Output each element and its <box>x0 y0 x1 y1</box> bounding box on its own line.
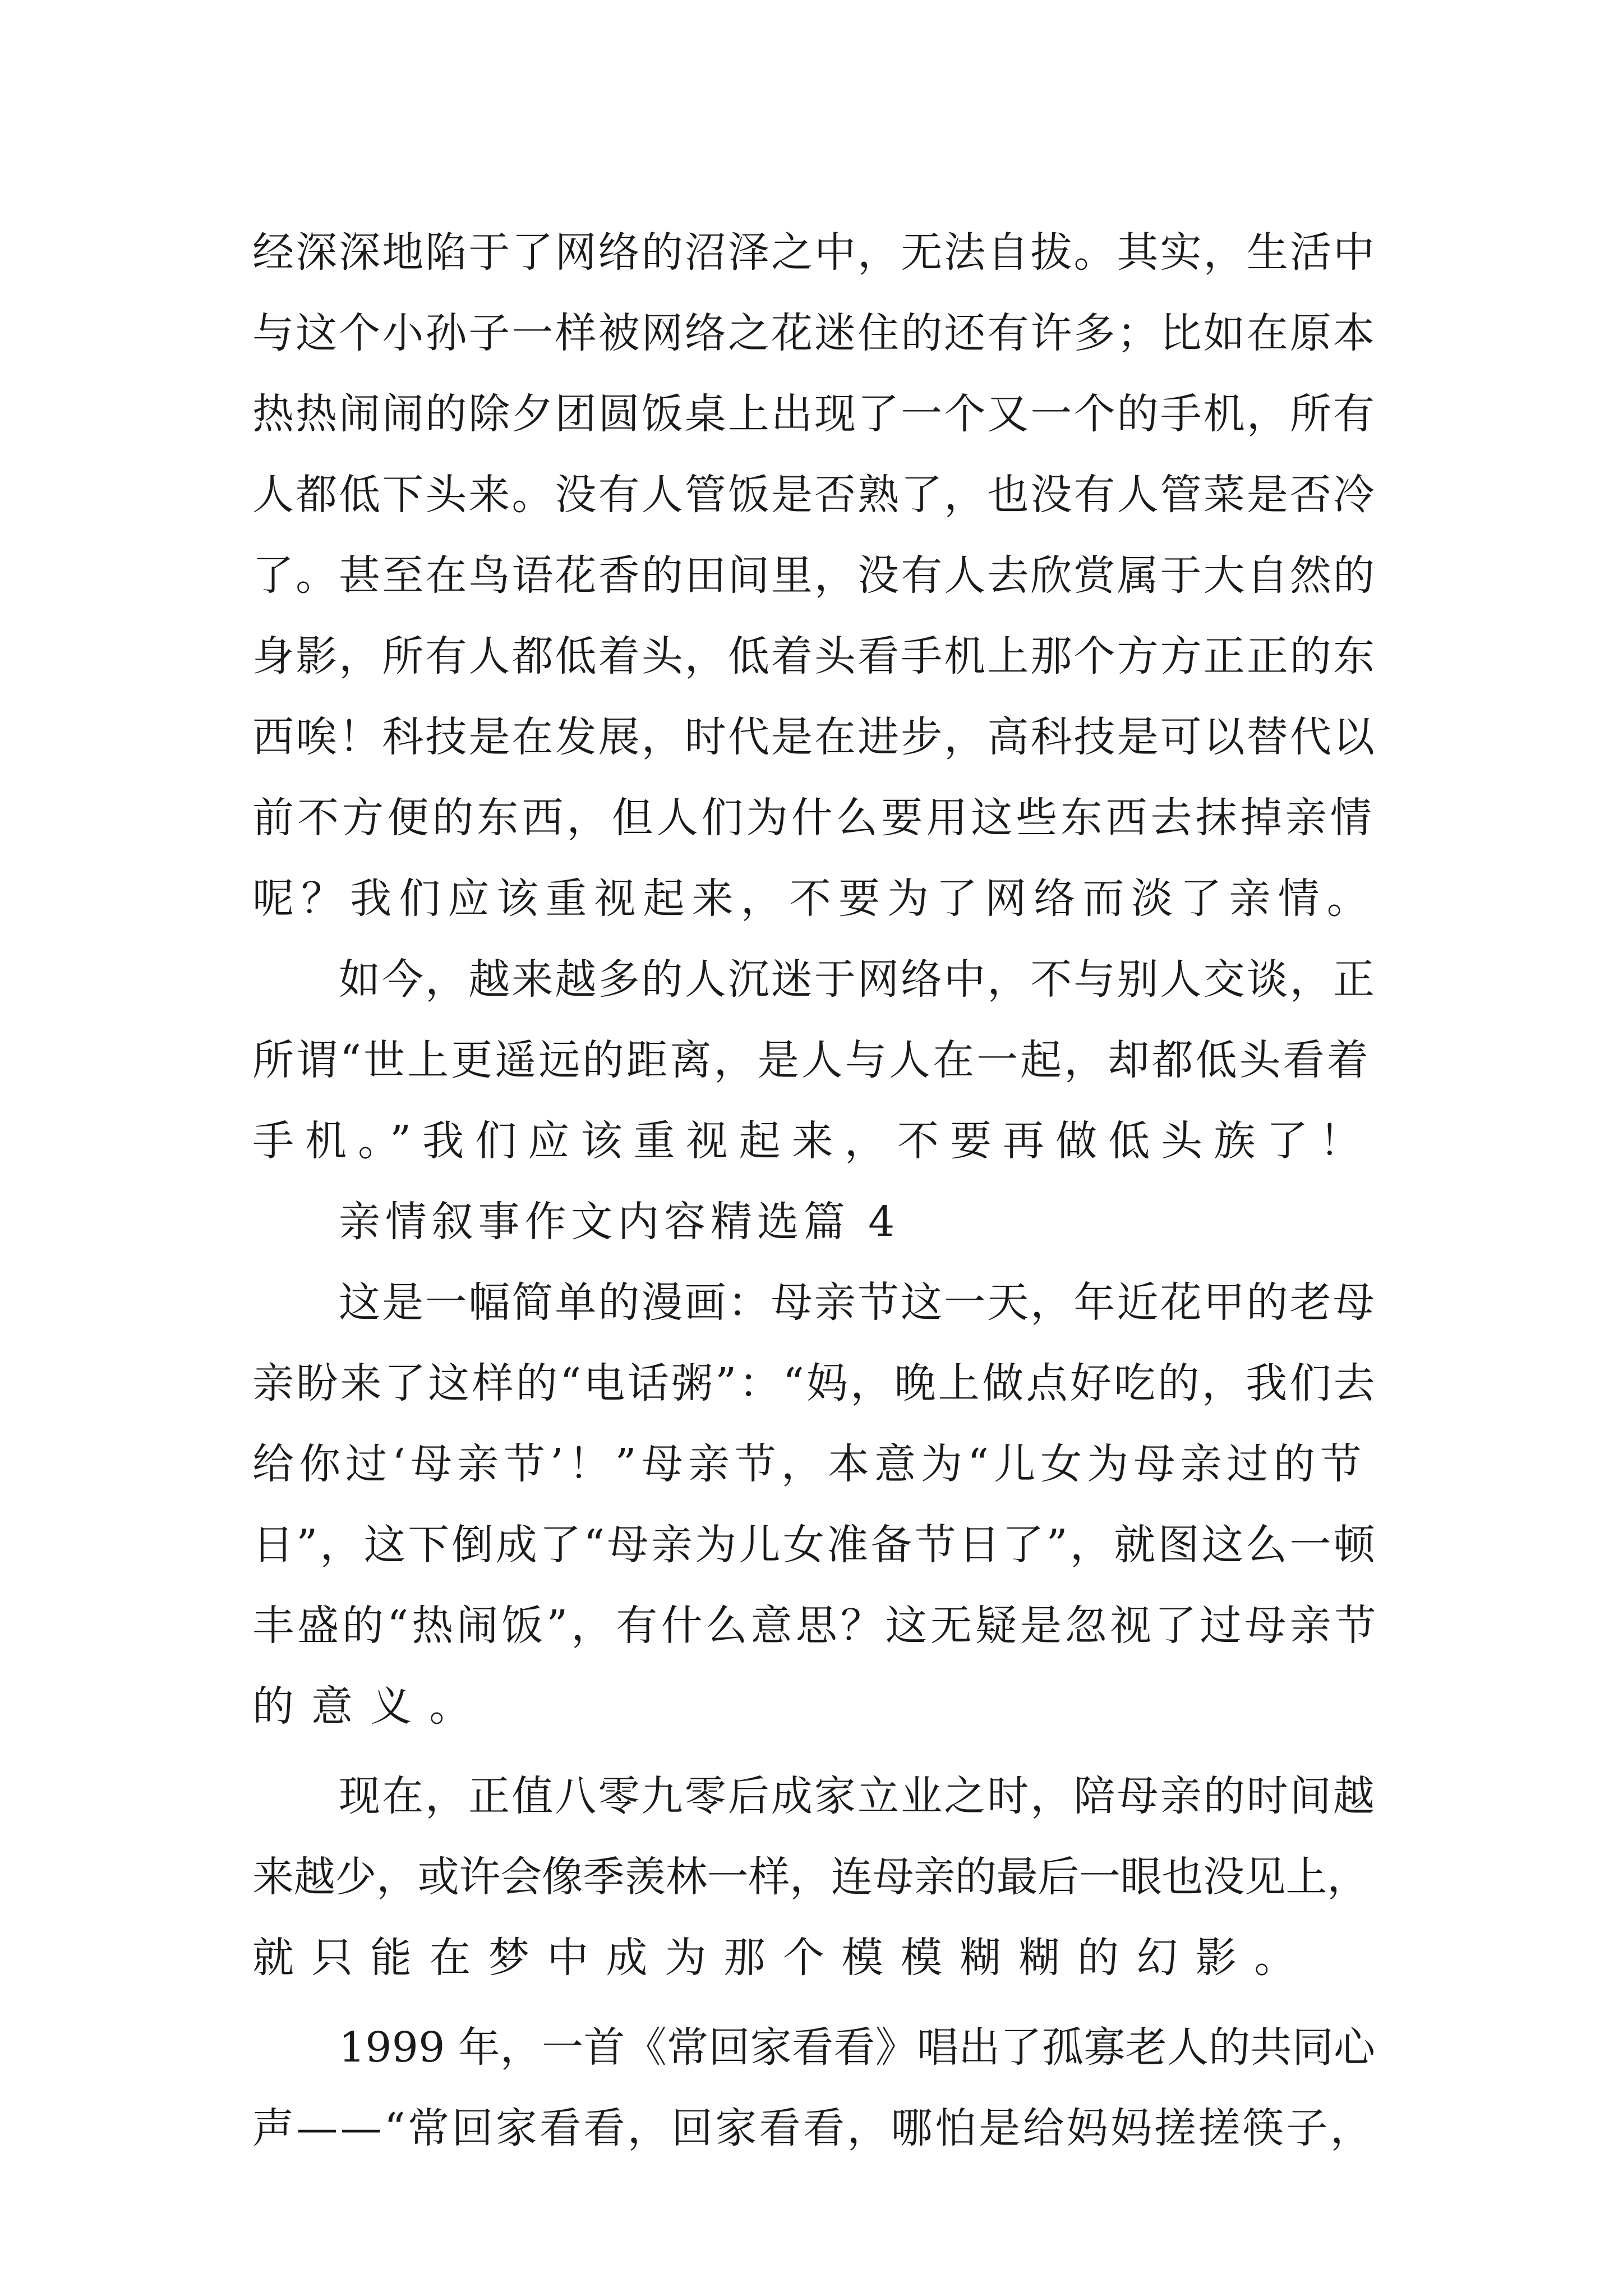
text-line: 1999 年，一首《常回家看看》唱出了孤寡老人的共同心 <box>339 2023 1376 2072</box>
text-line: 了。甚至在鸟语花香的田间里，没有人去欣赏属于大自然的 <box>252 551 1377 600</box>
text-line: 就只能在梦中成为那个模模糊糊的幻影。 <box>252 1934 1313 1982</box>
paragraph-spacer <box>252 1998 1380 2007</box>
text-line: 西唉！科技是在发展，时代是在进步，高科技是可以替代以 <box>252 713 1377 761</box>
text-line: 丰盛的“热闹饭”，有什么意思？这无疑是忽视了过母亲节 <box>252 1602 1380 1650</box>
text-line: 如今，越来越多的人沉迷于网络中，不与别人交谈，正 <box>339 955 1376 1004</box>
text-line: 身影，所有人都低着头，低着头看手机上那个方方正正的东 <box>252 632 1377 680</box>
text-line: 人都低下头来。没有人管饭是否熟了，也没有人管菜是否冷 <box>252 471 1377 519</box>
text-line: 经深深地陷于了网络的沼泽之中，无法自拔。其实，生活中 <box>252 228 1377 277</box>
text-line: 现在，正值八零九零后成家立业之时，陪母亲的时间越 <box>339 1772 1376 1820</box>
text-line: 声——“常回家看看，回家看看，哪怕是给妈妈搓搓筷子， <box>252 2104 1375 2152</box>
text-line: 所谓“世上更遥远的距离，是人与人在一起，却都低头看着 <box>252 1036 1371 1084</box>
text-line: 呢？我们应该重视起来，不要为了网络而淡了亲情。 <box>252 875 1376 923</box>
text-line: 手机。”我们应该重视起来，不要再做低头族了！ <box>252 1117 1372 1165</box>
paragraph-spacer <box>252 1747 1380 1756</box>
essay-body <box>252 212 1380 2169</box>
text-line: 热热闹闹的除夕团圆饭桌上出现了一个又一个的手机，所有 <box>252 390 1377 438</box>
text-line: 这是一幅简单的漫画：母亲节这一天，年近花甲的老母 <box>339 1278 1376 1327</box>
paragraph-3 <box>252 1262 1380 1747</box>
paragraph-2 <box>252 939 1380 1181</box>
text-line: 前不方便的东西，但人们为什么要用这些东西去抹掉亲情 <box>252 794 1375 842</box>
text-line: 与这个小孙子一样被网络之花迷住的还有许多；比如在原本 <box>252 309 1377 357</box>
section-heading <box>252 1181 1380 1262</box>
text-line: 亲盼来了这样的“电话粥”：“妈，晚上做点好吃的，我们去 <box>252 1359 1378 1407</box>
text-line: 日”，这下倒成了“母亲为儿女准备节日了”，就图这么一顿 <box>252 1521 1378 1569</box>
paragraph-1 <box>252 212 1380 939</box>
paragraph-4 <box>252 1756 1380 1998</box>
paragraph-5 <box>252 2007 1380 2169</box>
section-title: 亲情叙事作文内容精选篇 4 <box>339 1198 900 1246</box>
text-line: 的意义。 <box>252 1682 488 1731</box>
text-line: 来越少，或许会像季羡林一样，连母亲的最后一眼也没见上， <box>252 1853 1368 1901</box>
text-line: 给你过‘母亲节’！”母亲节，本意为“儿女为母亲过的节 <box>252 1440 1367 1488</box>
